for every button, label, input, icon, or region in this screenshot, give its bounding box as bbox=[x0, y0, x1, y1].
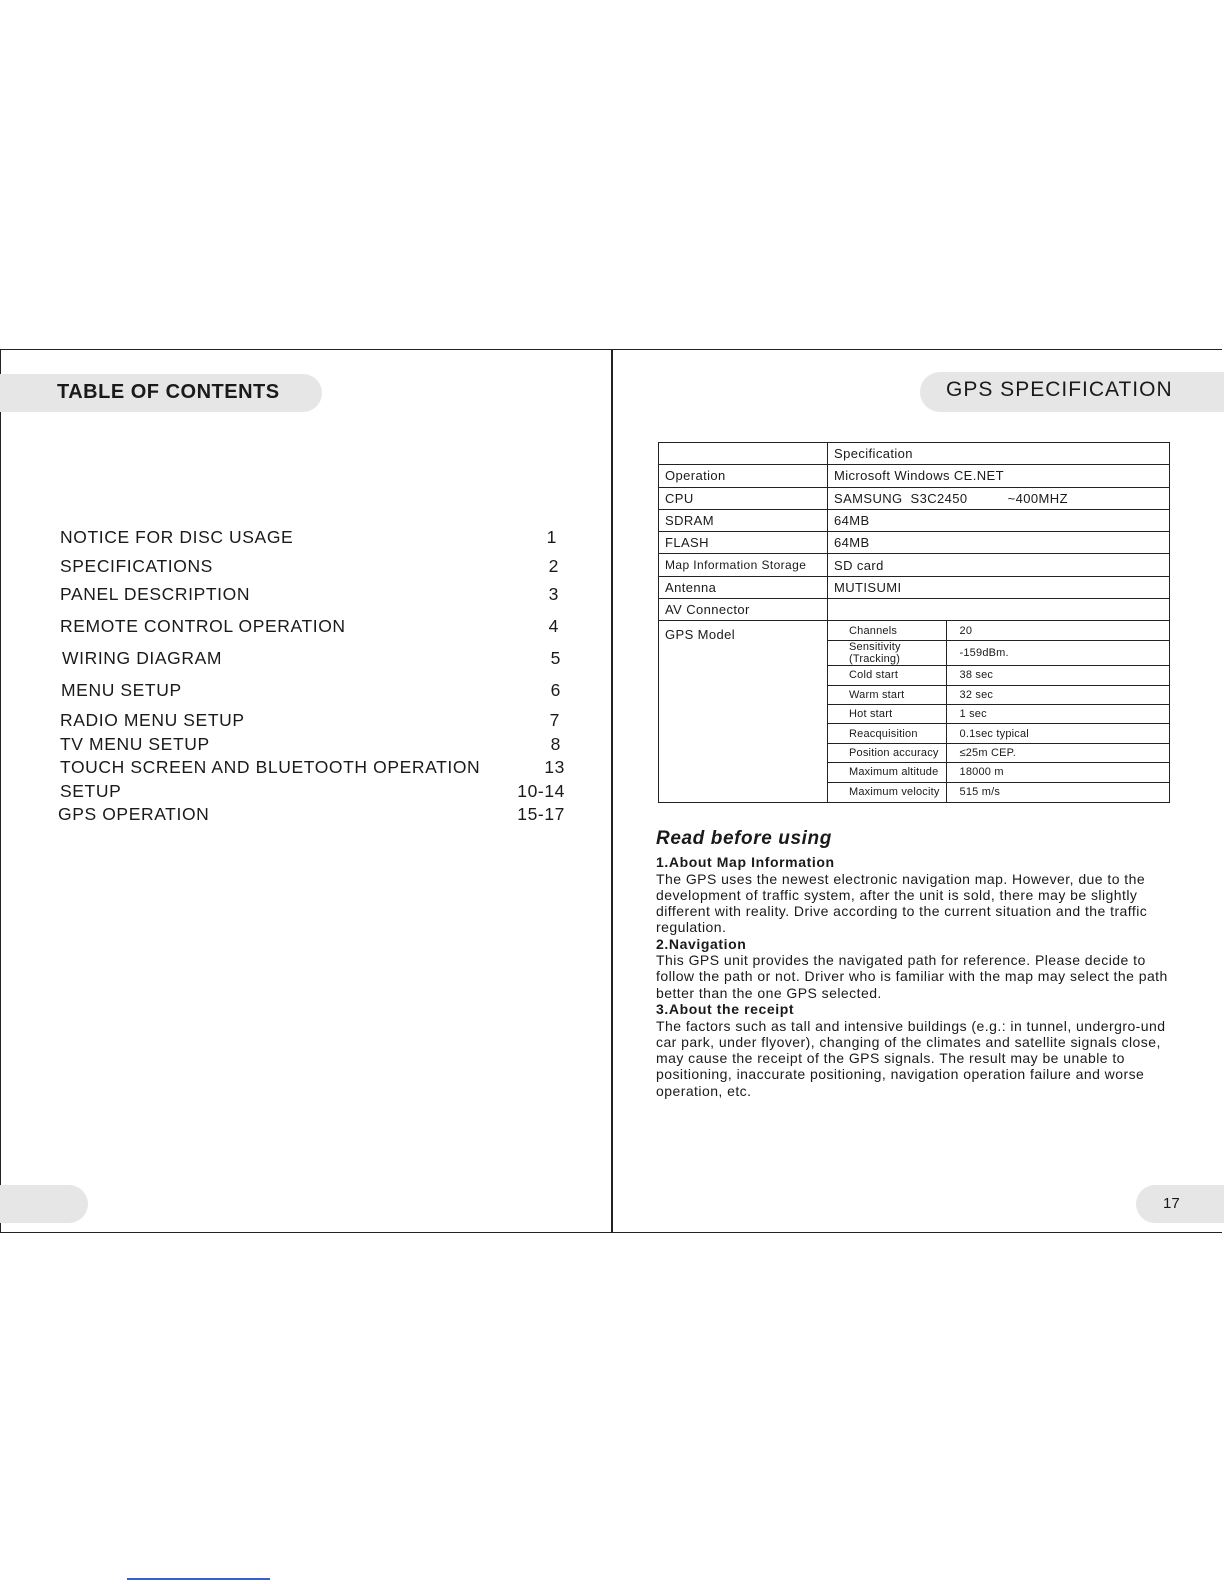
section-text: This GPS unit provides the navigated path for reference. Please decide to follow the path or not. Driver who is familiar with the map may select the path better than the one GPS selected. bbox=[656, 952, 1168, 1001]
section-text: The factors such as tall and intensive buildings (e.g.: in tunnel, undergro-und car park, under flyover), changing of the climates and satellite signals close, may cause the receipt of the GPS signals. The result may be unable to positioning, inaccurate positioning, navigation operation failure and worse operation, etc. bbox=[656, 1017, 1166, 1099]
toc-heading-tab bbox=[0, 374, 322, 412]
table-row: Maximum velocity 515 m/s bbox=[828, 782, 1169, 801]
table-row: Maximum altitude 18000 m bbox=[828, 763, 1169, 782]
table-row: AV Connector bbox=[659, 599, 1170, 621]
section-heading: 1.About Map Information bbox=[656, 854, 835, 870]
toc-heading: TABLE OF CONTENTS bbox=[57, 381, 280, 403]
table-row bbox=[659, 621, 1170, 802]
read-before-using bbox=[656, 828, 1181, 1099]
table-row: Reacquisition 0.1sec typical bbox=[828, 724, 1169, 743]
footer-tab-right bbox=[1136, 1185, 1224, 1223]
spec-table bbox=[658, 442, 1170, 803]
gps-heading-tab bbox=[920, 372, 1224, 412]
table-row: Channels 20 bbox=[828, 621, 1169, 640]
footer-tab-left bbox=[0, 1185, 88, 1223]
read-title: Read before using bbox=[656, 828, 832, 849]
section-text: The GPS uses the newest electronic navigation map. However, due to the development of traffic system, after the unit is sold, there may be slightly different with reality. Drive according to the current situation and the traffic regulation. bbox=[656, 870, 1148, 936]
table-row: CPU SAMSUNG S3C2450 ~400MHZ bbox=[659, 487, 1170, 509]
table-row: Sensitivity (Tracking) -159dBm. bbox=[828, 641, 1169, 666]
gps-model-label: GPS Model bbox=[659, 621, 828, 802]
table-row: Operation Microsoft Windows CE.NET bbox=[659, 465, 1170, 487]
spec-header: Specification bbox=[828, 443, 1170, 465]
page-number: 17 bbox=[1163, 1195, 1180, 1212]
table-row: Warm start 32 sec bbox=[828, 685, 1169, 704]
section-heading: 3.About the receipt bbox=[656, 1001, 795, 1018]
scan-mark bbox=[127, 1578, 270, 1580]
gps-heading: GPS SPECIFICATION bbox=[946, 378, 1173, 401]
table-row: Position accuracy ≤25m CEP. bbox=[828, 743, 1169, 762]
gps-model-table bbox=[828, 621, 1169, 801]
table-row: Antenna MUTISUMI bbox=[659, 576, 1170, 598]
section-heading: 2.Navigation bbox=[656, 935, 747, 952]
table-row: FLASH 64MB bbox=[659, 532, 1170, 554]
table-row bbox=[659, 443, 1170, 465]
page-divider bbox=[611, 349, 613, 1233]
table-row: SDRAM 64MB bbox=[659, 509, 1170, 531]
table-row: Hot start 1 sec bbox=[828, 705, 1169, 724]
table-row: Map Information Storage SD card bbox=[659, 554, 1170, 576]
table-row: Cold start 38 sec bbox=[828, 666, 1169, 685]
